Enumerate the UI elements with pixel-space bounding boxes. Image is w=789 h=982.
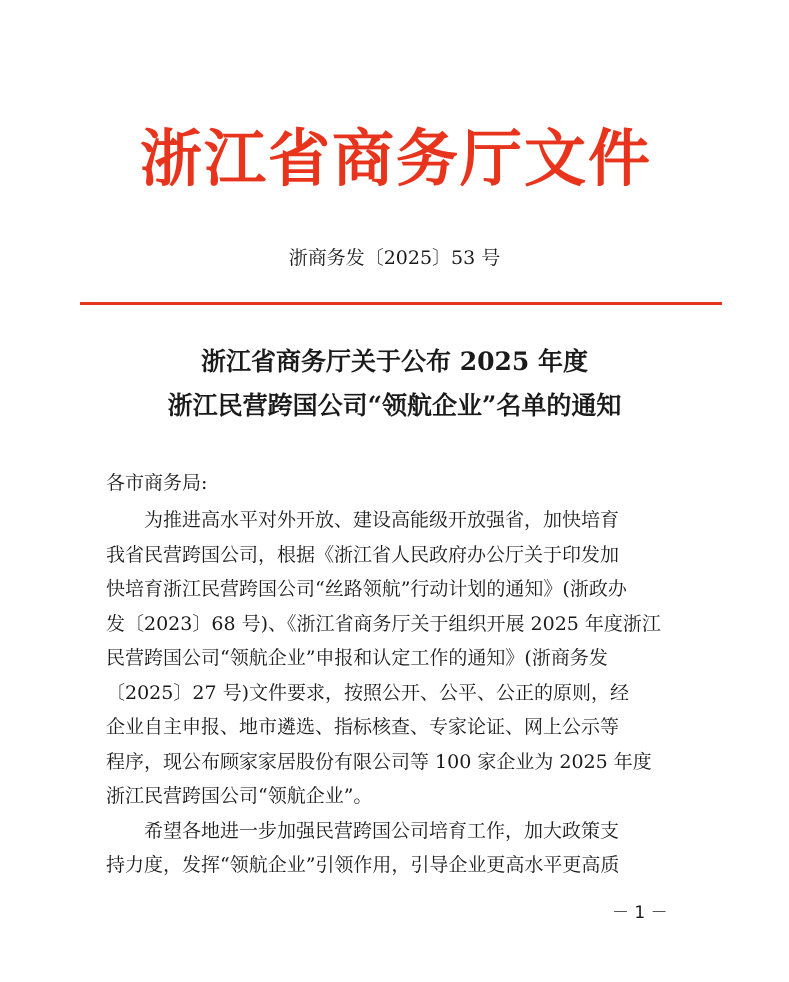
body-text: [106, 503, 680, 883]
body-line: 我省民营跨国公司，根据《浙江省人民政府办公厅关于印发加: [106, 543, 620, 566]
body-line: 发〔2023〕68 号)、《浙江省商务厅关于组织开展 2025 年度浙江: [106, 612, 661, 635]
notice-title-line-2: 浙江民营跨国公司“领航企业”名单的通知: [167, 391, 622, 420]
body-line: 民营跨国公司“领航企业”申报和认定工作的通知》(浙商务发: [106, 647, 608, 669]
notice-title-line-1: 浙江省商务厅关于公布 2025 年度: [201, 347, 588, 376]
body-line: 程序，现公布顾家家居股份有限公司等 100 家企业为 2025 年度: [106, 750, 652, 773]
body-line: 快培育浙江民营跨国公司“丝路领航”行动计划的通知》(浙政办: [106, 578, 627, 600]
body-line: 持力度，发挥“领航企业”引领作用，引导企业更高水平更高质: [106, 854, 620, 876]
salutation: 各市商务局:: [106, 472, 208, 494]
body-line: 浙江民营跨国公司“领航企业”。: [106, 785, 373, 807]
body-line: 为推进高水平对外开放、建设高能级开放强省，加快培育: [106, 509, 620, 531]
body-line: 企业自主申报、地市遴选、指标核查、专家论证、网上公示等: [106, 716, 620, 738]
red-divider-line: [80, 302, 722, 305]
document-header-title: 浙江省商务厅文件: [139, 122, 652, 195]
document-number: 浙商务发〔2025〕53 号: [288, 247, 501, 269]
body-line: 〔2025〕27 号)文件要求，按照公开、公平、公正的原则，经: [106, 681, 629, 704]
body-line: 希望各地进一步加强民营跨国公司培育工作，加大政策支: [106, 819, 620, 842]
notice-title: [0, 340, 789, 428]
page-number: － 1 －: [612, 903, 668, 923]
